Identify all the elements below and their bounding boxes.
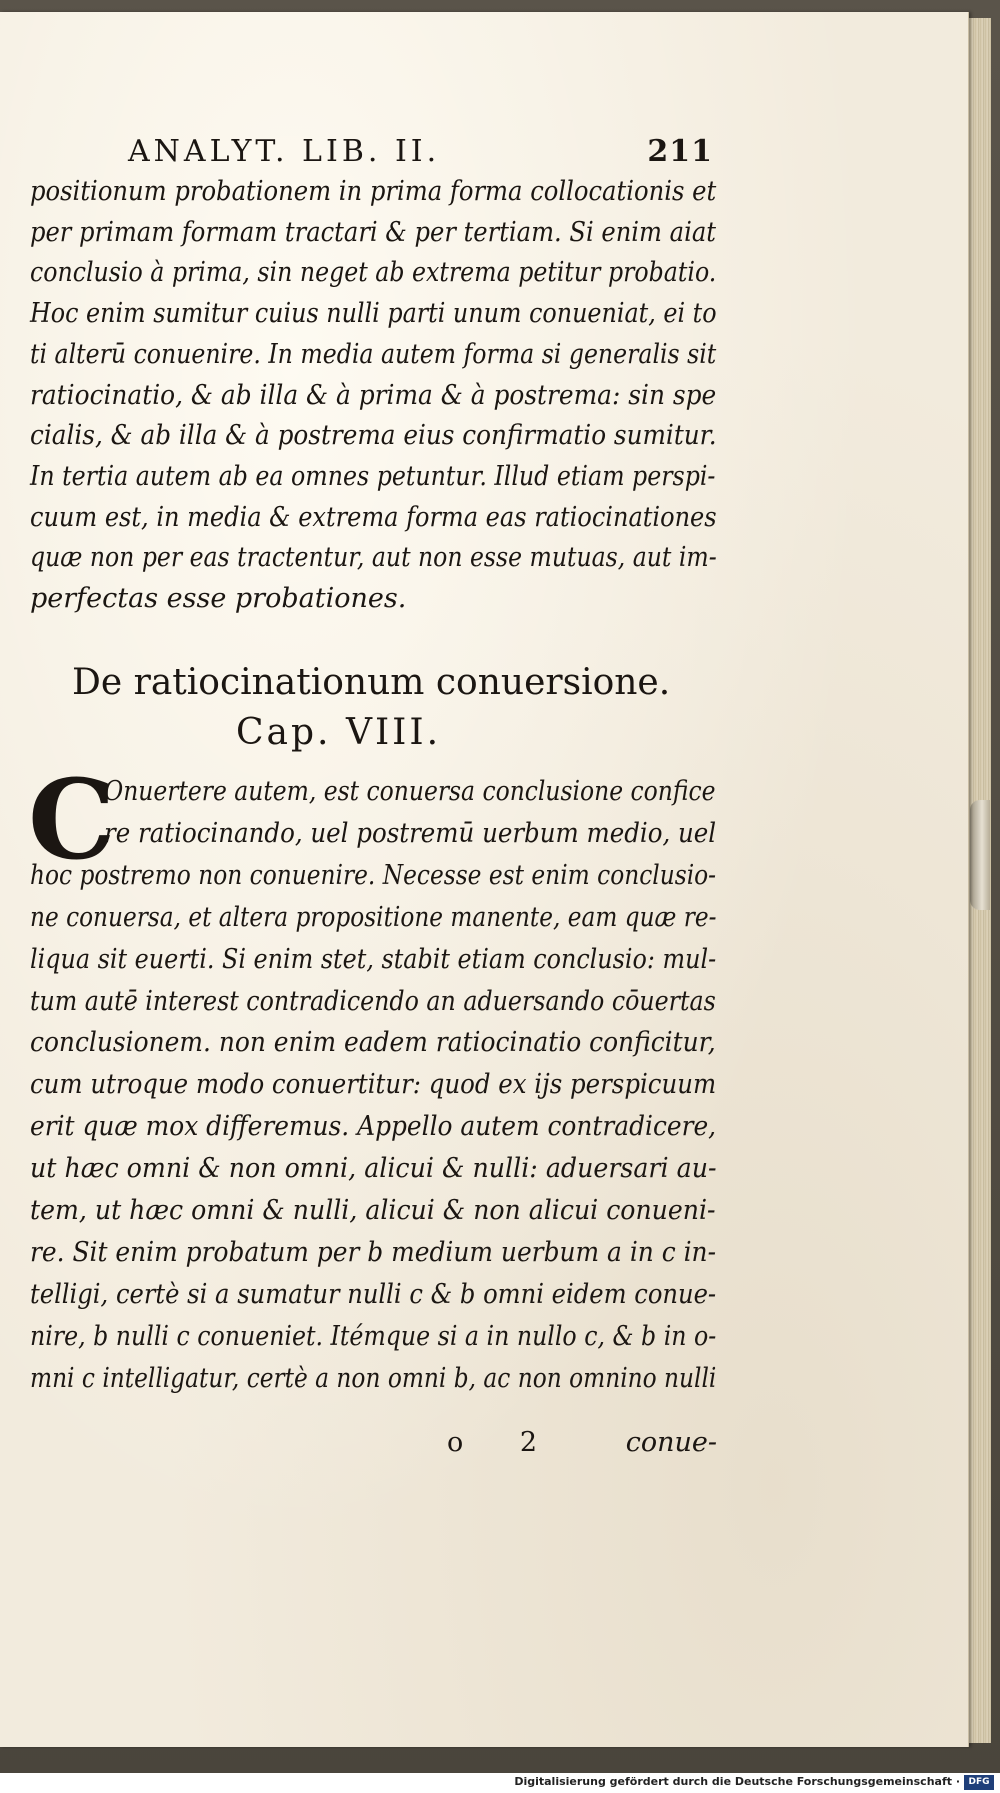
text-line: In tertia autem ab ea omnes petuntur. Illud etiam perspi-: [30, 460, 716, 492]
text-line: positionum probationem in prima forma collocationis et: [30, 176, 717, 207]
text-line: ratiocinatio, & ab illa & à prima & à postrema: sin spe: [30, 379, 717, 411]
text-line: Onuertere autem, est conuersa conclusione confice: [104, 776, 716, 807]
text-line: mni c intelligatur, certè a non omni b, ac non omnino nulli: [30, 1362, 717, 1394]
text-line: tem, ut hæc omni & nulli, alicui & non alicui conueni-: [30, 1195, 716, 1226]
text-line: quæ non per eas tractentur, aut non esse mutuas, aut im-: [30, 542, 717, 574]
section-heading: De ratiocinationum conuersione.: [72, 662, 671, 703]
footer-credit: Digitalisierung gefördert durch die Deutsche Forschungsgemeinschaft ·: [514, 1775, 960, 1788]
book-clasp: [970, 800, 990, 910]
text-line: cuum est, in media & extrema forma eas ratiocinationes: [30, 501, 717, 533]
text-line: conclusio à prima, sin neget ab extrema petitur probatio.: [30, 257, 717, 289]
dfg-logo-icon: DFG: [964, 1775, 994, 1790]
signature-mark: o 2: [447, 1427, 562, 1458]
text-line: conclusionem. non enim eadem ratiocinatio conficitur,: [30, 1027, 716, 1059]
text-line: ne conuersa, et altera propositione manente, eam quæ re-: [30, 901, 717, 933]
footer-bar: [0, 1773, 1000, 1793]
text-line: Hoc enim sumitur cuius nulli parti unum conueniat, ei to: [30, 298, 717, 330]
running-head: [128, 134, 713, 176]
text-line: ti alterū conuenire. In media autem forma si generalis sit: [30, 338, 717, 370]
text-line: erit quæ mox differemus. Appello autem contradicere,: [30, 1111, 717, 1143]
folio-number: 211: [647, 134, 713, 169]
book-page: [0, 12, 969, 1747]
text-line: ut hæc omni & non omni, alicui & nulli: aduersari au-: [30, 1153, 717, 1185]
running-head-title: ANALYT. LIB. II.: [128, 134, 441, 169]
text-line: re ratiocinando, uel postremū uerbum medio, uel: [104, 817, 717, 849]
text-line: cum utroque modo conuertitur: quod ex ijs perspicuum: [30, 1069, 717, 1101]
text-line: per primam formam tractari & per tertiam. Si enim aiat: [30, 216, 716, 248]
text-line: perfectas esse probationes.: [30, 583, 407, 614]
text-line: liqua sit euerti. Si enim stet, stabit etiam conclusio: mul-: [30, 943, 717, 975]
catchword: conue-: [625, 1427, 717, 1458]
text-line: hoc postremo non conuenire. Necesse est enim conclusio-: [30, 859, 717, 891]
text-line: cialis, & ab illa & à postrema eius confirmatio sumitur.: [30, 420, 717, 452]
catchword-line: [447, 1427, 717, 1467]
text-line: tum autē interest contradicendo an aduersando cōuertas: [30, 985, 716, 1017]
chapter-label: Cap. VIII.: [236, 712, 442, 753]
drop-initial: C: [28, 755, 116, 884]
text-line: re. Sit enim probatum per b medium uerbum a in c in-: [30, 1236, 716, 1268]
text-line: telligi, certè si a sumatur nulli c & b omni eidem conue-: [30, 1278, 717, 1310]
text-line: nire, b nulli c conueniet. Itémque si a in nullo c, & b in o-: [30, 1320, 717, 1352]
